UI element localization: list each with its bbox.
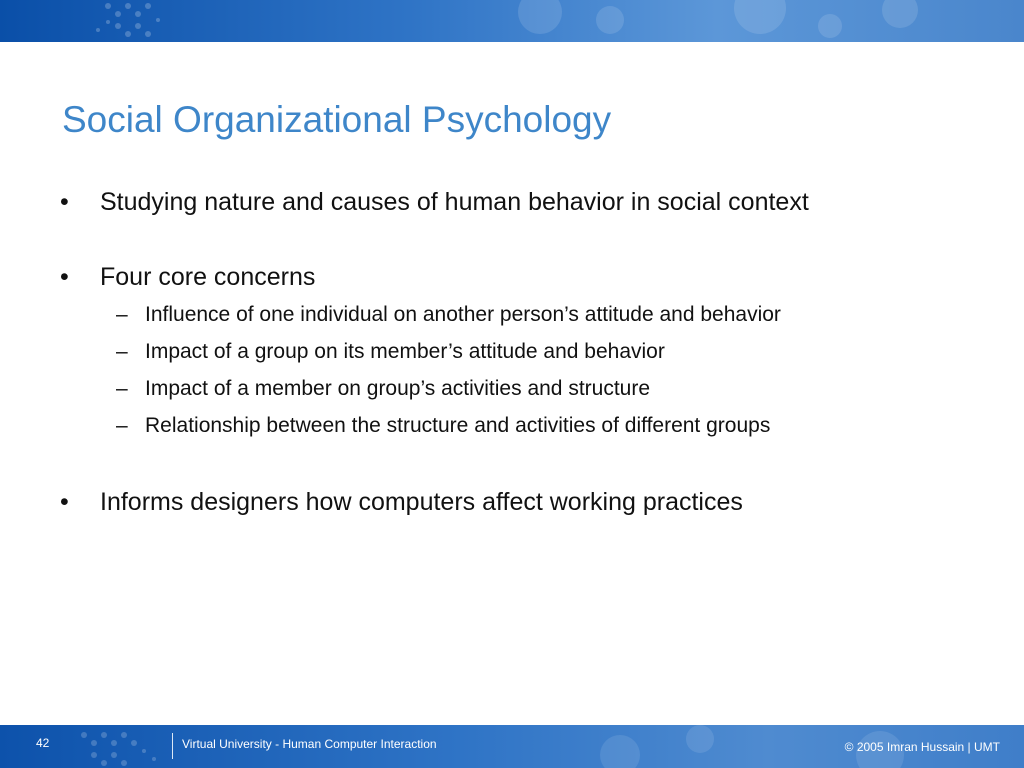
bullet-marker: • — [60, 263, 69, 291]
sub-bullet-item — [60, 296, 980, 333]
sub-bullet-text: Impact of a group on its member’s attitude and behavior — [145, 340, 665, 363]
bullet-item — [60, 483, 980, 521]
slide-body — [60, 183, 980, 521]
bullet-marker: • — [60, 488, 69, 516]
top-banner — [0, 0, 1024, 42]
sub-bullet-text: Influence of one individual on another person’s attitude and behavior — [145, 303, 781, 326]
bullet-text: Four core concerns — [100, 263, 316, 291]
bullet-text: Studying nature and causes of human behavior in social context — [100, 188, 809, 216]
bullet-marker: • — [60, 188, 69, 216]
sub-bullet-marker: – — [116, 303, 128, 326]
footer-divider — [172, 733, 173, 759]
banner-decoration — [0, 0, 1024, 42]
sub-bullet-marker: – — [116, 340, 128, 363]
sub-bullet-list — [60, 296, 980, 444]
sub-bullet-item — [60, 370, 980, 407]
bullet-item — [60, 258, 980, 296]
sub-bullet-item — [60, 333, 980, 370]
slide-title: Social Organizational Psychology — [62, 99, 612, 140]
sub-bullet-text: Relationship between the structure and activities of different groups — [145, 414, 771, 437]
sub-bullet-text: Impact of a member on group’s activities and structure — [145, 377, 651, 400]
page-number: 42 — [36, 736, 50, 750]
bullet-text: Informs designers how computers affect working practices — [100, 488, 743, 516]
footer-copyright: © 2005 Imran Hussain | UMT — [844, 740, 1000, 754]
sub-bullet-item — [60, 407, 980, 444]
bullet-item — [60, 183, 980, 221]
footer-course-title: Virtual University - Human Computer Interaction — [182, 737, 437, 751]
sub-bullet-marker: – — [116, 377, 128, 400]
sub-bullet-marker: – — [116, 414, 128, 437]
